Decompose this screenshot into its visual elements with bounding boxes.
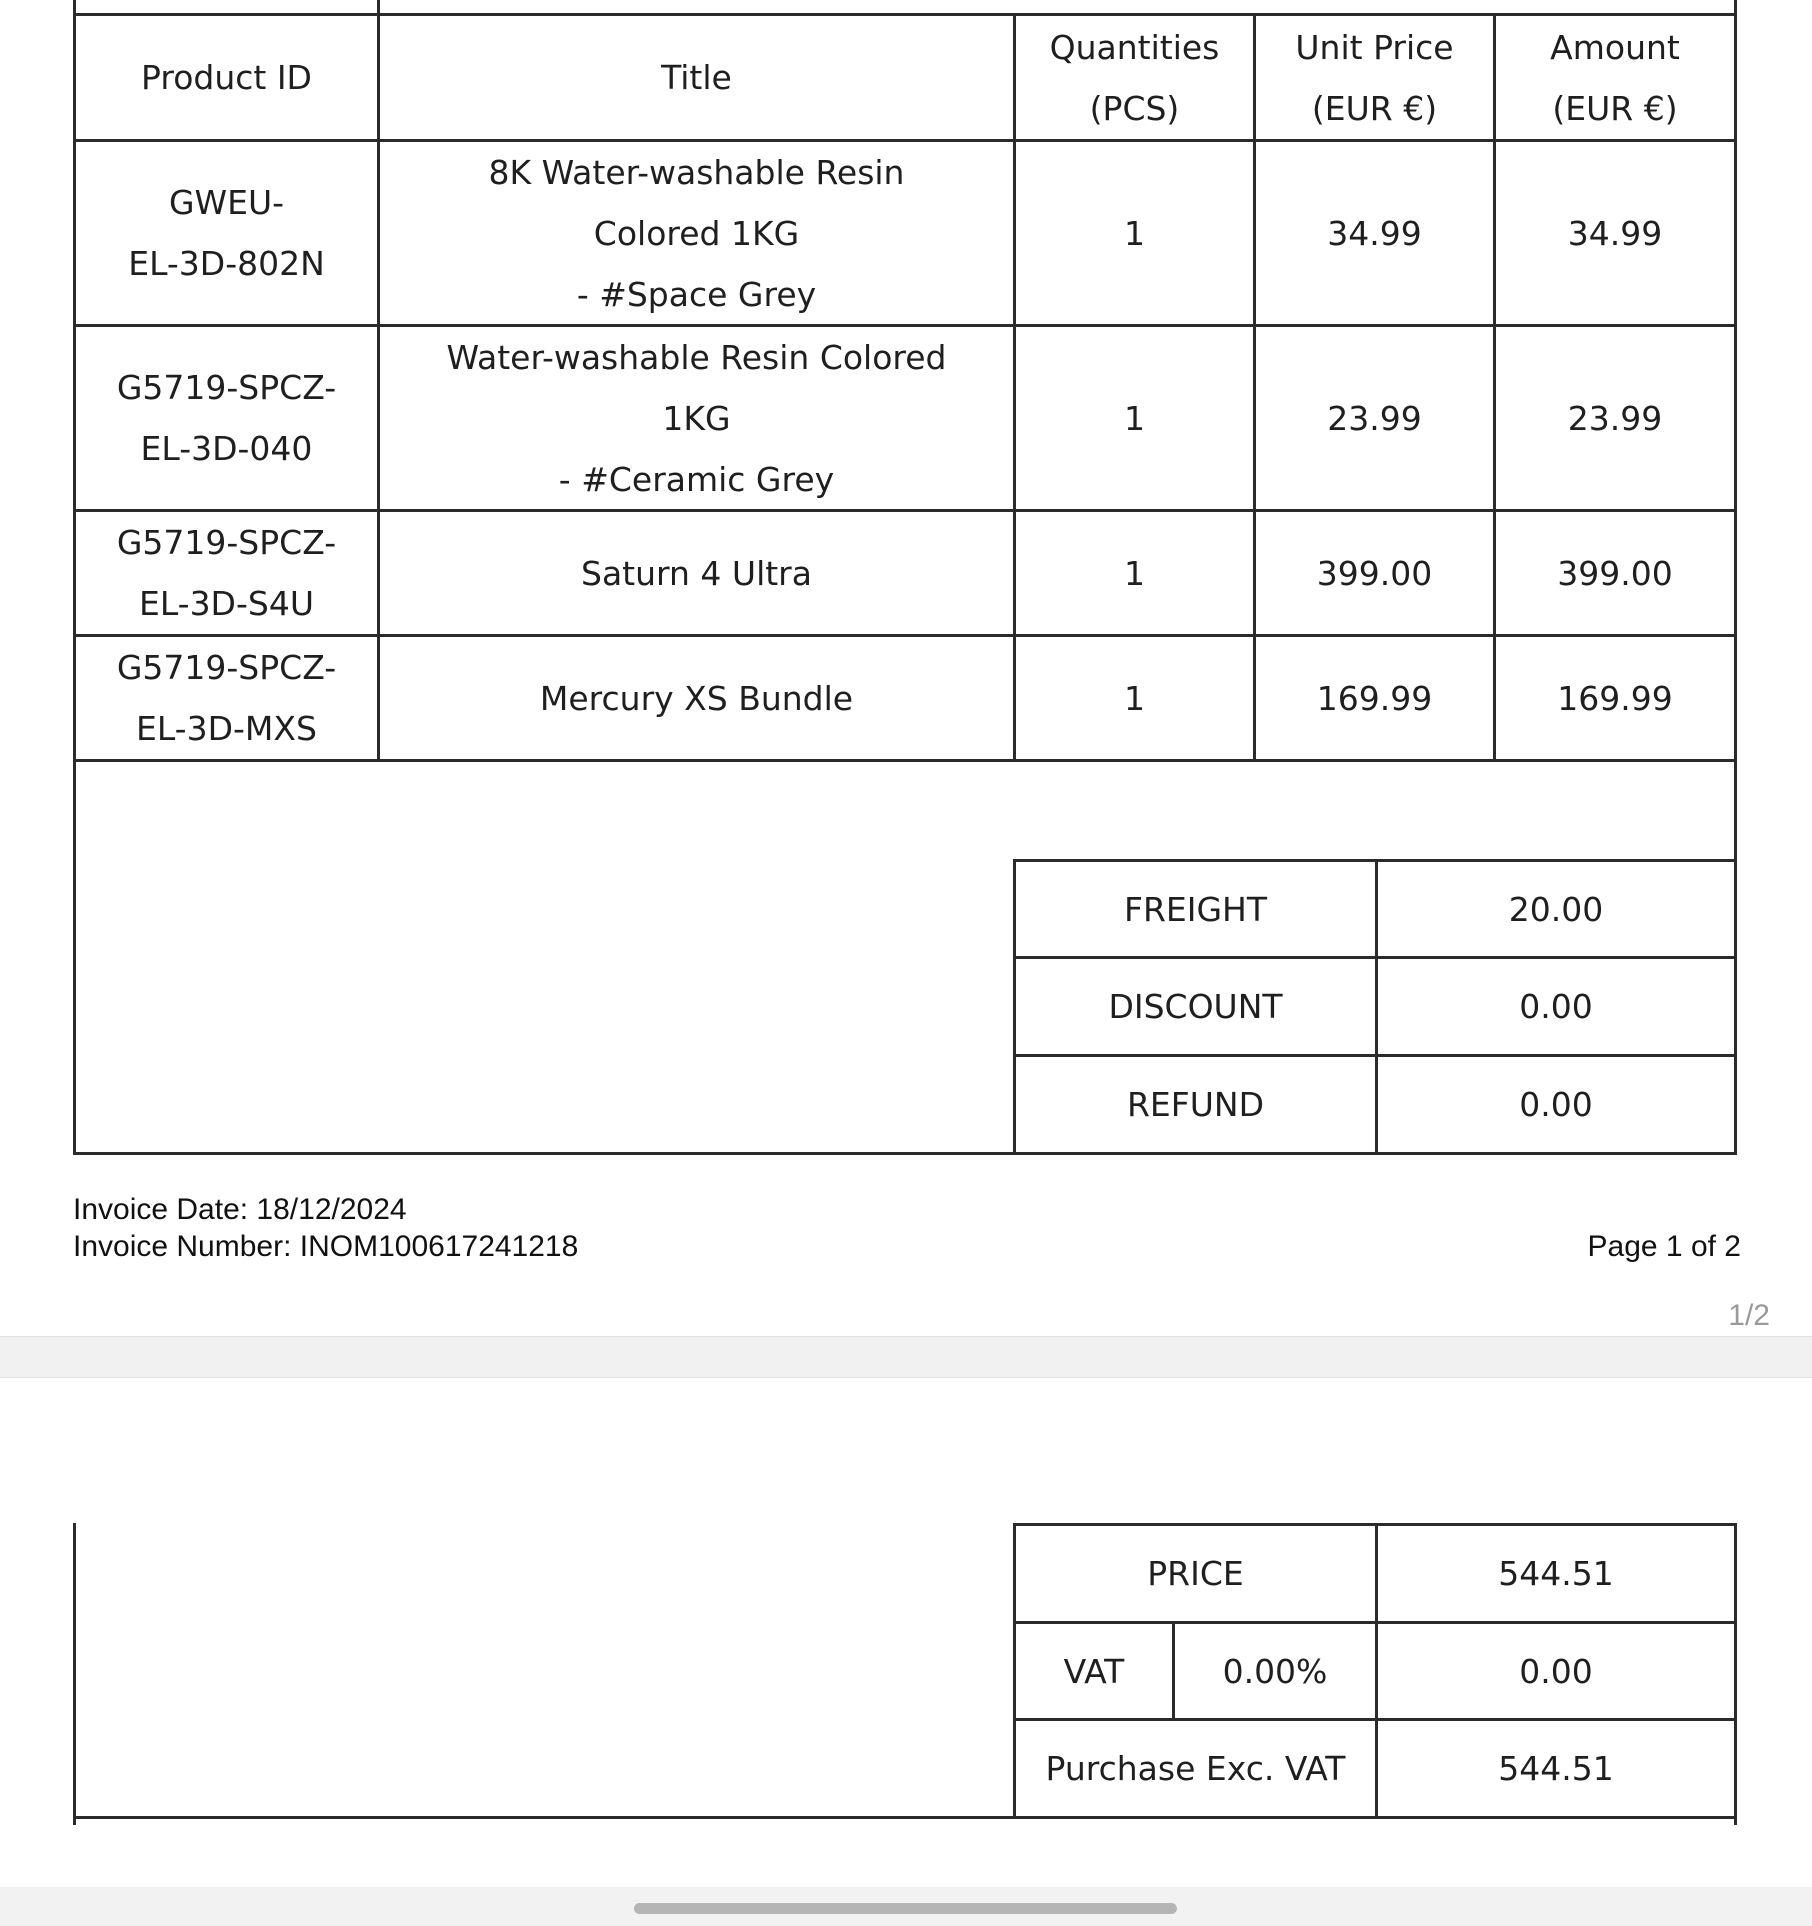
product-id-cell: G5719-SPCZ- EL-3D-S4U: [116, 523, 337, 623]
title-cell: Water-washable Resin Colored 1KG - #Ceramic Grey: [446, 337, 947, 499]
purchase-exc-vat-value: 544.51: [1498, 1749, 1614, 1788]
title-cell: Saturn 4 Ultra: [581, 553, 812, 593]
header-product-id: Product ID: [141, 58, 312, 97]
vat-rate: 0.00%: [1222, 1651, 1328, 1691]
table-border: [73, 759, 1737, 762]
header-amount: Amount (EUR €): [1550, 27, 1680, 128]
freight-label: FREIGHT: [1123, 889, 1268, 929]
unit-price-cell: 169.99: [1316, 678, 1433, 718]
qty-cell: 1: [1124, 678, 1145, 718]
qty-cell: 1: [1124, 213, 1145, 253]
table-border: [1734, 13, 1737, 1155]
title-cell: 8K Water-washable Resin Colored 1KG - #Space Grey: [488, 152, 905, 314]
refund-value: 0.00: [1519, 1085, 1593, 1124]
bottom-bar: [0, 1887, 1812, 1926]
product-id-cell: G5719-SPCZ- EL-3D-MXS: [116, 648, 337, 748]
amount-cell: 34.99: [1567, 213, 1663, 253]
vat-label: VAT: [1063, 1651, 1125, 1691]
freight-value: 20.00: [1508, 889, 1604, 929]
purchase-exc-vat-label: Purchase Exc. VAT: [1045, 1749, 1346, 1788]
amount-cell: 23.99: [1567, 398, 1663, 438]
header-quantities: Quantities (PCS): [1049, 27, 1220, 128]
qty-cell: 1: [1124, 398, 1145, 438]
unit-price-cell: 399.00: [1316, 553, 1433, 593]
amount-cell: 169.99: [1557, 678, 1673, 718]
invoice-page-2: [0, 1378, 1812, 1887]
price-value: 544.51: [1498, 1554, 1614, 1593]
invoice-number: Invoice Number: INOM100617241218: [73, 1230, 579, 1263]
table-border: [73, 1152, 1737, 1155]
invoice-date: Invoice Date: 18/12/2024: [73, 1193, 407, 1226]
unit-price-cell: 34.99: [1327, 213, 1422, 253]
header-unit-price: Unit Price (EUR €): [1295, 27, 1454, 128]
viewer-page-indicator: 1/2: [1728, 1299, 1770, 1332]
header-title: Title: [661, 58, 732, 97]
refund-label: REFUND: [1126, 1085, 1264, 1124]
vat-value: 0.00: [1519, 1651, 1593, 1691]
unit-price-cell: 23.99: [1327, 398, 1422, 438]
qty-cell: 1: [1124, 553, 1145, 593]
product-id-cell: GWEU- EL-3D-802N: [128, 183, 325, 283]
amount-cell: 399.00: [1557, 553, 1673, 593]
table-border: [73, 1523, 76, 1825]
discount-value: 0.00: [1519, 987, 1593, 1026]
table-border: [1734, 1523, 1737, 1825]
discount-label: DISCOUNT: [1108, 987, 1283, 1026]
price-label: PRICE: [1147, 1554, 1244, 1593]
page-label: Page 1 of 2: [1587, 1230, 1741, 1263]
page-separator: [0, 1336, 1812, 1378]
product-id-cell: G5719-SPCZ- EL-3D-040: [116, 368, 337, 468]
title-cell: Mercury XS Bundle: [539, 678, 854, 718]
table-border: [73, 1816, 1737, 1819]
home-indicator[interactable]: [634, 1903, 1177, 1914]
